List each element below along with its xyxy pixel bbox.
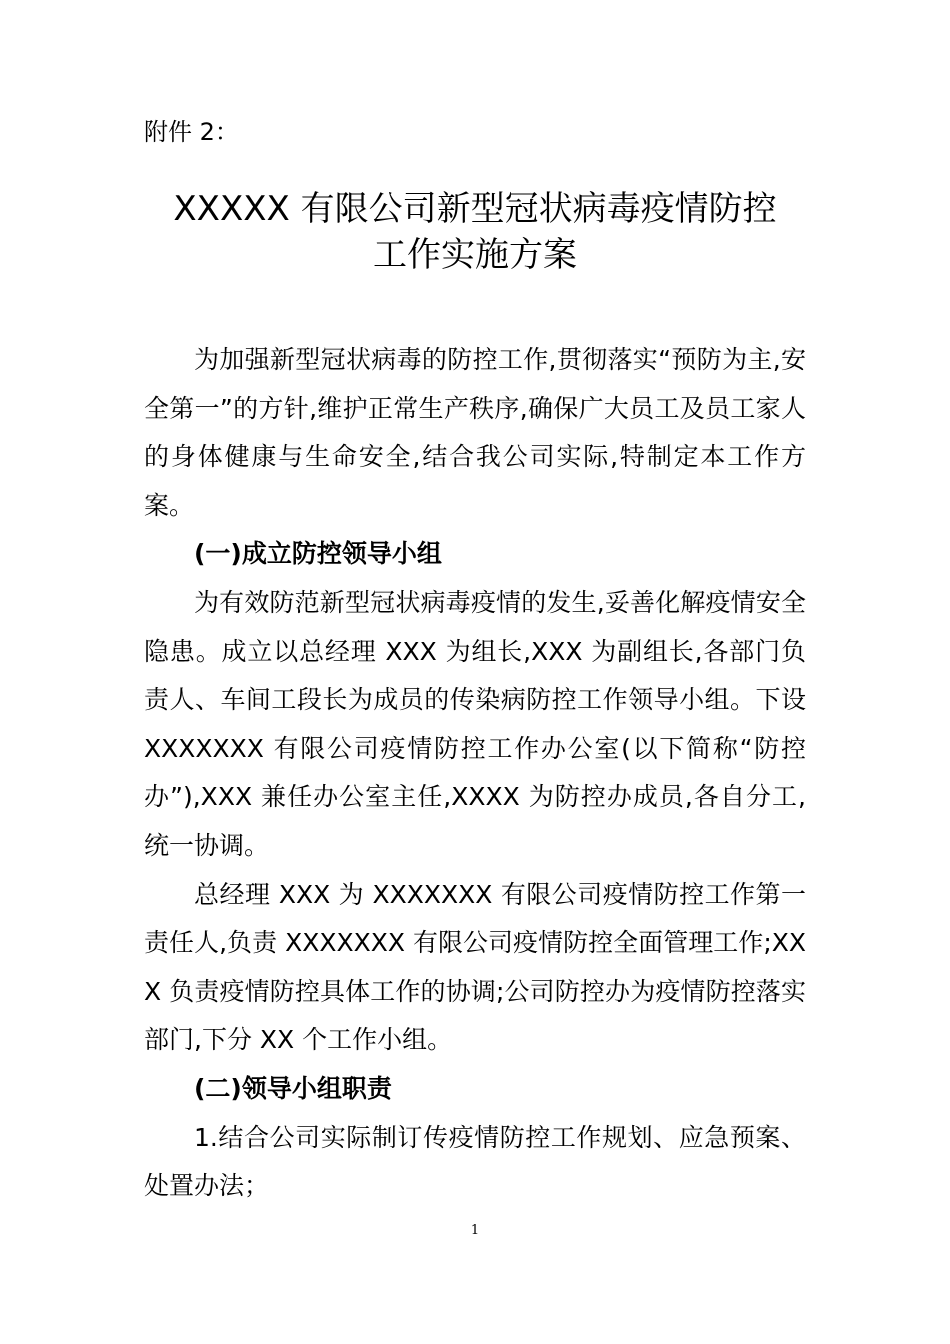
page-number: 1 xyxy=(470,1223,480,1238)
body-paragraph: 总经理 XXX 为 XXXXXXX 有限公司疫情防控工作第一责任人,负责 XXXXXXX 有限公司疫情防控全面管理工作;XXX 负责疫情防控具体工作的协调;公司防控办为疫情防控落实部门,下分 XX 个工作小组。 xyxy=(144,879,806,1055)
title-line-2: 工作实施方案 xyxy=(373,235,577,275)
intro-paragraph: 为加强新型冠状病毒的防控工作,贯彻落实“预防为主,安全第一”的方针,维护正常生产秩序,确保广大员工及员工家人的身体健康与生命安全,结合我公司实际,特制定本工作方案。 xyxy=(144,345,806,520)
attachment-label: 附件 2： xyxy=(144,118,239,146)
title-line-1: XXXXX 有限公司新型冠状病毒疫情防控 xyxy=(173,189,777,229)
body-paragraph: 1.结合公司实际制订传疫情防控工作规划、应急预案、处置办法； xyxy=(144,1122,806,1201)
document-title xyxy=(120,186,830,278)
document-body xyxy=(144,336,806,1211)
section-heading-2: (二)领导小组职责 xyxy=(194,1073,392,1103)
body-paragraph: 为有效防范新型冠状病毒疫情的发生,妥善化解疫情安全隐患。成立以总经理 XXX 为组长,XXX 为副组长,各部门负责人、车间工段长为成员的传染病防控工作领导小组。下设 XXXXXXX 有限公司疫情防控工作办公室(以下简称“防控办”),XXX 兼任办公室主任,XXXX 为防控办成员,各自分工,统一协调。 xyxy=(144,587,806,860)
section-heading-1: (一)成立防控领导小组 xyxy=(194,539,442,569)
